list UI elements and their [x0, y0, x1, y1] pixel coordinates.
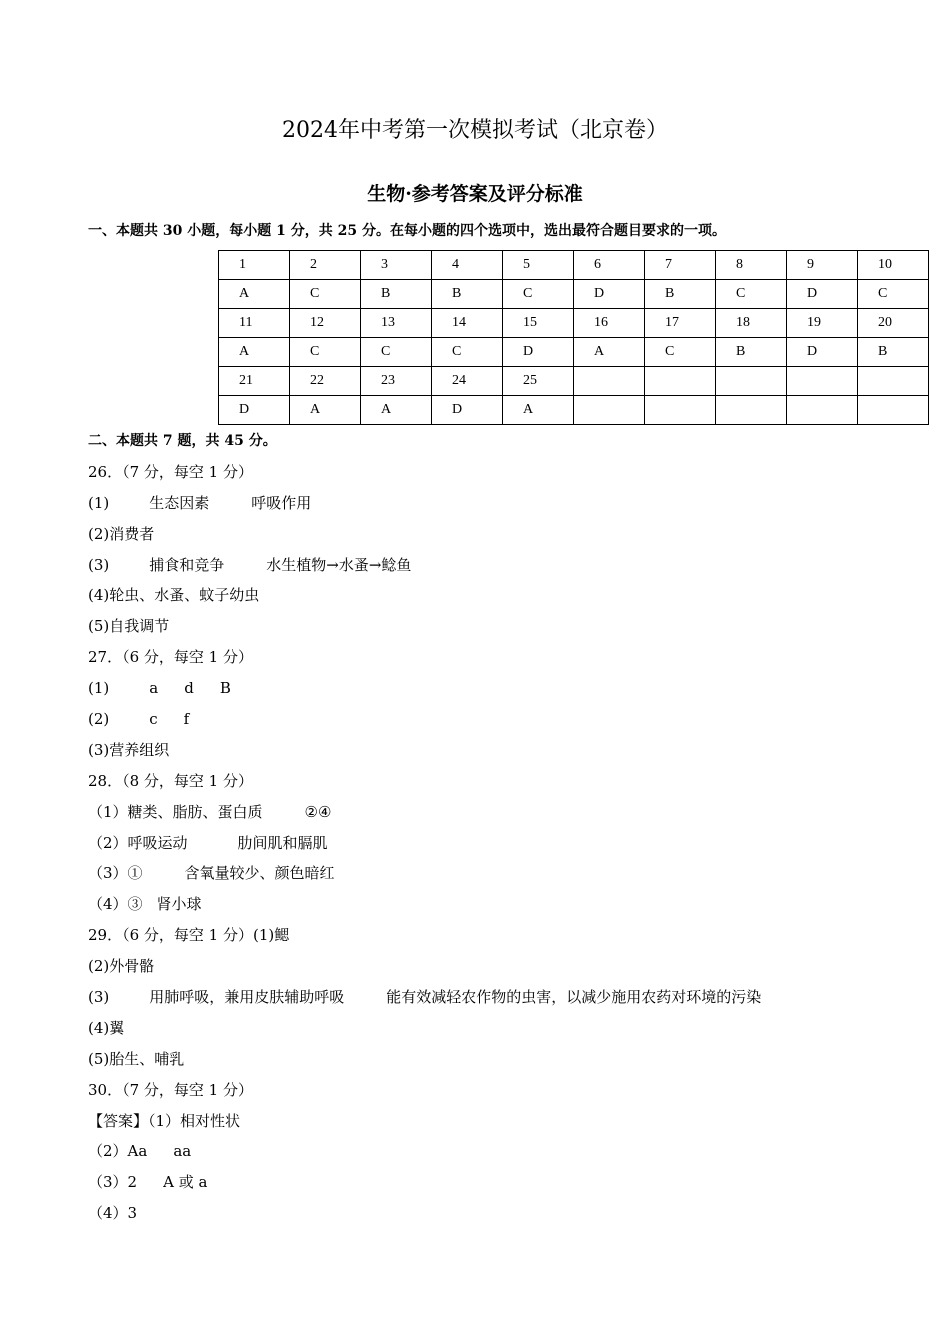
answer-lines — [88, 428, 761, 1231]
answer-text: 29．（6 分，每空 1 分）(1)鳃 — [88, 926, 290, 945]
answer-line — [88, 582, 761, 613]
table-cell: D — [503, 338, 574, 367]
table-cell — [858, 367, 929, 396]
table-cell: 25 — [503, 367, 574, 396]
answer-text: f — [183, 710, 190, 729]
table-cell: 5 — [503, 251, 574, 280]
table-row — [219, 309, 929, 338]
answer-line — [88, 552, 761, 583]
answer-text: （2）Aa — [88, 1142, 148, 1161]
answer-text: 水生植物→水蚤→鲶鱼 — [266, 555, 412, 574]
answer-text: (3) — [88, 555, 110, 574]
table-cell: 7 — [645, 251, 716, 280]
answer-text: (3) — [88, 988, 110, 1007]
answer-text: (1) — [88, 679, 110, 698]
answer-text: 呼吸作用 — [251, 493, 312, 512]
answer-text: A 或 a — [163, 1173, 208, 1192]
answer-line — [88, 737, 761, 768]
answer-line — [88, 953, 761, 984]
answer-text: （2）呼吸运动 — [88, 833, 188, 852]
answer-text: d — [184, 679, 194, 698]
answer-text: 27．（6 分，每空 1 分） — [88, 648, 253, 667]
answer-table — [218, 250, 929, 425]
table-cell: D — [219, 396, 290, 425]
table-cell: B — [858, 338, 929, 367]
answer-text: ②④ — [304, 802, 332, 821]
answer-text: （1）糖类、脂肪、蛋白质 — [88, 802, 263, 821]
answer-text: (2)消费者 — [88, 524, 155, 543]
answer-text: (4)轮虫、水蚤、蚊子幼虫 — [88, 586, 260, 605]
table-cell: 14 — [432, 309, 503, 338]
table-cell: A — [574, 338, 645, 367]
table-cell: D — [574, 280, 645, 309]
table-cell: C — [290, 338, 361, 367]
table-cell: 19 — [787, 309, 858, 338]
answer-text: (4)翼 — [88, 1018, 125, 1037]
table-cell: 24 — [432, 367, 503, 396]
table-cell: A — [219, 280, 290, 309]
answer-line — [88, 984, 761, 1015]
table-cell: C — [361, 338, 432, 367]
answer-line — [88, 490, 761, 521]
table-cell: 4 — [432, 251, 503, 280]
table-cell — [574, 367, 645, 396]
answer-text: (5)自我调节 — [88, 617, 170, 636]
answer-line — [88, 891, 761, 922]
table-cell: C — [503, 280, 574, 309]
answer-line — [88, 613, 761, 644]
table-cell: D — [787, 280, 858, 309]
answer-line — [88, 1046, 761, 1077]
table-cell: A — [361, 396, 432, 425]
answer-text: 28．（8 分，每空 1 分） — [88, 771, 253, 790]
answer-text: aa — [173, 1142, 192, 1161]
answer-text: 能有效减轻农作物的虫害，以减少施用农药对环境的污染 — [386, 988, 762, 1007]
answer-text: （3）2 — [88, 1173, 138, 1192]
table-cell — [787, 367, 858, 396]
answer-line — [88, 1200, 761, 1231]
table-cell: B — [716, 338, 787, 367]
answer-text: (2)外骨骼 — [88, 957, 155, 976]
table-cell: C — [432, 338, 503, 367]
answer-text: (3)营养组织 — [88, 740, 170, 759]
answer-line — [88, 1015, 761, 1046]
answer-line — [88, 675, 761, 706]
table-cell: 18 — [716, 309, 787, 338]
answer-line — [88, 768, 761, 799]
answer-text: （3）① — [88, 864, 143, 883]
table-cell: 12 — [290, 309, 361, 338]
answer-line — [88, 860, 761, 891]
answer-text: 肾小球 — [156, 895, 202, 914]
answer-line — [88, 459, 761, 490]
answer-line — [88, 830, 761, 861]
answer-line — [88, 799, 761, 830]
section-two-heading: 二、本题共 7 题，共 45 分。 — [88, 433, 277, 449]
table-cell — [645, 367, 716, 396]
table-row — [219, 280, 929, 309]
answer-text: 含氧量较少、颜色暗红 — [184, 864, 335, 883]
table-cell: 23 — [361, 367, 432, 396]
answer-line — [88, 644, 761, 675]
table-cell: 22 — [290, 367, 361, 396]
table-cell: 21 — [219, 367, 290, 396]
table-cell: 8 — [716, 251, 787, 280]
answer-text: (1) — [88, 493, 110, 512]
answer-text: 【答案】（1）相对性状 — [88, 1111, 241, 1130]
answer-text: 30．（7 分，每空 1 分） — [88, 1080, 253, 1099]
table-cell: A — [503, 396, 574, 425]
answer-line — [88, 706, 761, 737]
answer-text: （4）③ — [88, 895, 143, 914]
table-cell — [574, 396, 645, 425]
answer-line — [88, 922, 761, 953]
table-cell: 10 — [858, 251, 929, 280]
answer-text: （4）3 — [88, 1204, 138, 1223]
table-cell: C — [645, 338, 716, 367]
table-cell: 11 — [219, 309, 290, 338]
page-title: 2024年中考第一次模拟考试（北京卷） — [282, 118, 668, 143]
table-cell — [787, 396, 858, 425]
table-cell: A — [290, 396, 361, 425]
table-cell: C — [858, 280, 929, 309]
answer-text: (5)胎生、哺乳 — [88, 1049, 185, 1068]
answer-line — [88, 521, 761, 552]
table-cell: 6 — [574, 251, 645, 280]
table-cell: D — [787, 338, 858, 367]
table-cell: B — [361, 280, 432, 309]
table-cell: C — [290, 280, 361, 309]
table-cell — [716, 396, 787, 425]
section-one-heading: 一、本题共 30 小题，每小题 1 分，共 25 分。在每小题的四个选项中，选出最符合题目要求的一项。 — [88, 223, 726, 239]
table-cell: D — [432, 396, 503, 425]
table-row — [219, 396, 929, 425]
answer-text: 生态因素 — [149, 493, 210, 512]
answer-text: 捕食和竞争 — [149, 555, 225, 574]
table-cell: B — [645, 280, 716, 309]
answer-text: B — [219, 679, 231, 698]
table-cell: 13 — [361, 309, 432, 338]
table-cell: A — [219, 338, 290, 367]
table-cell: 1 — [219, 251, 290, 280]
answer-text: 用肺呼吸，兼用皮肤辅助呼吸 — [149, 988, 345, 1007]
table-row — [219, 367, 929, 396]
table-cell: B — [432, 280, 503, 309]
table-cell: 17 — [645, 309, 716, 338]
table-cell — [645, 396, 716, 425]
table-row — [219, 338, 929, 367]
answer-text: (2) — [88, 710, 110, 729]
table-cell: 20 — [858, 309, 929, 338]
answer-line — [88, 1108, 761, 1139]
table-cell — [858, 396, 929, 425]
answer-text: a — [149, 679, 159, 698]
answer-text: 肋间肌和膈肌 — [237, 833, 328, 852]
table-cell: C — [716, 280, 787, 309]
answer-text: 26．（7 分，每空 1 分） — [88, 462, 253, 481]
table-row — [219, 251, 929, 280]
table-cell: 15 — [503, 309, 574, 338]
table-cell: 2 — [290, 251, 361, 280]
page-subtitle: 生物·参考答案及评分标准 — [367, 183, 583, 205]
answer-line — [88, 1077, 761, 1108]
table-cell: 3 — [361, 251, 432, 280]
answer-line — [88, 1169, 761, 1200]
table-cell: 16 — [574, 309, 645, 338]
table-cell: 9 — [787, 251, 858, 280]
answer-line — [88, 1138, 761, 1169]
table-cell — [716, 367, 787, 396]
answer-text: c — [149, 710, 158, 729]
